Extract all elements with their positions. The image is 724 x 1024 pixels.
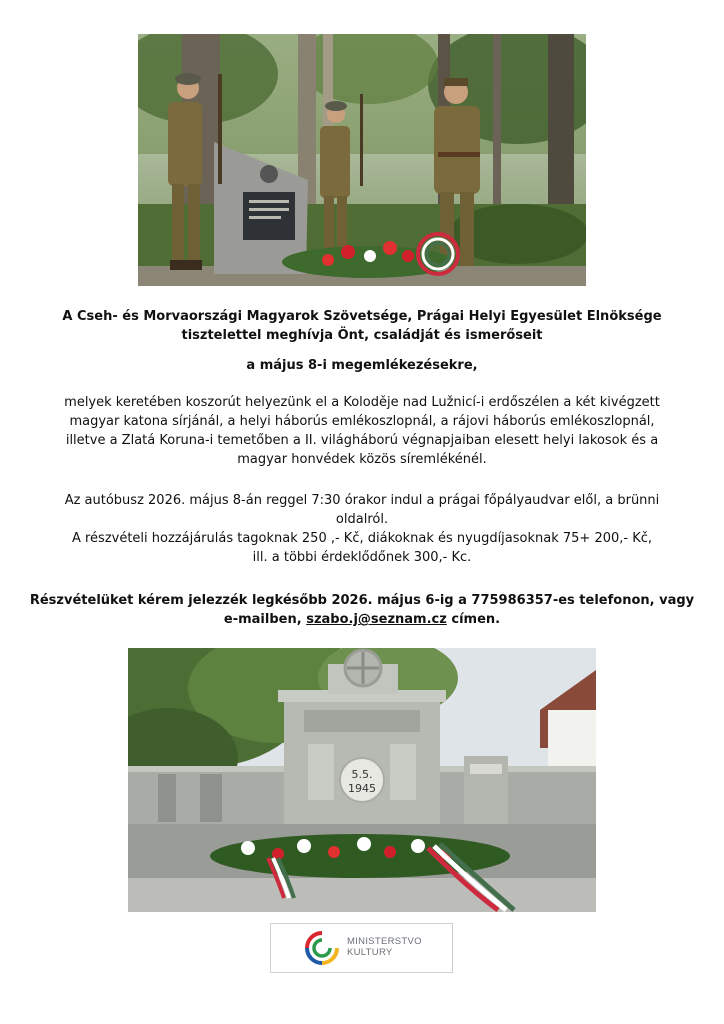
ministry-of-culture-logo-icon — [305, 931, 339, 965]
logo-line-2: KULTURY — [347, 947, 393, 958]
description-line-1: melyek keretében koszorút helyezünk el a Koloděje nad Lužnicí-i erdőszélen a két kivégzett — [64, 395, 660, 410]
heading-line-1: A Cseh- és Morvaországi Magyarok Szövetsége, Prágai Helyi Egyesület Elnöksége — [62, 309, 662, 324]
description-line-4: magyar honvédek közös síremlékénél. — [237, 452, 487, 467]
ministry-logo-text — [347, 936, 422, 958]
rsvp-line-1: Részvételüket kérem jelezzék legkésőbb 2026. május 6-ig a 775986357-es telefonon, vagy — [29, 593, 695, 608]
rsvp-info — [20, 591, 704, 629]
ministry-of-culture-logo — [270, 923, 453, 973]
memorial-soldiers-photo — [138, 34, 586, 286]
fee-line-1: A részvételi hozzájárulás tagoknak 250 ,- Kč, diákoknak és nyugdíjasoknak 75+ 200,- Kč, — [71, 531, 653, 546]
description-line-3: illetve a Zlatá Koruna-i temetőben a II. világháború végnapjaiban elesett helyi lakosok és a — [65, 433, 659, 448]
cemetery-memorial-photo — [128, 648, 596, 912]
invitation-heading — [20, 307, 704, 345]
cemetery-memorial-image — [128, 648, 596, 912]
bus-and-fee-info — [20, 491, 704, 567]
fee-line-2: ill. a többi érdeklődőnek 300,- Kc. — [252, 550, 472, 565]
description-line-2: magyar katona sírjánál, a helyi háborús emlékoszlopnál, a rájovi háborús emlékoszlopnál, — [69, 414, 655, 429]
rsvp-prefix: e-mailben, — [223, 612, 302, 627]
bus-line-1: Az autóbusz 2026. május 8-án reggel 7:30 órakor indul a prágai főpályaudvar elől, a brünni — [64, 493, 660, 508]
email-link[interactable]: szabo.j@seznam.cz — [306, 612, 447, 627]
stone-date-year: 1945 — [348, 782, 376, 795]
event-description — [20, 393, 704, 469]
rsvp-line-2 — [20, 610, 704, 629]
rsvp-suffix: címen. — [451, 612, 501, 627]
stone-date-day: 5.5. — [351, 768, 373, 781]
event-subheading: a május 8-i megemlékezésekre, — [246, 358, 478, 373]
heading-line-2: tisztelettel meghívja Önt, családját és ismerőseit — [181, 328, 543, 343]
logo-line-1: MINISTERSTVO — [347, 936, 422, 947]
memorial-soldiers-image — [138, 34, 586, 286]
bus-line-2: oldalról. — [335, 512, 389, 527]
